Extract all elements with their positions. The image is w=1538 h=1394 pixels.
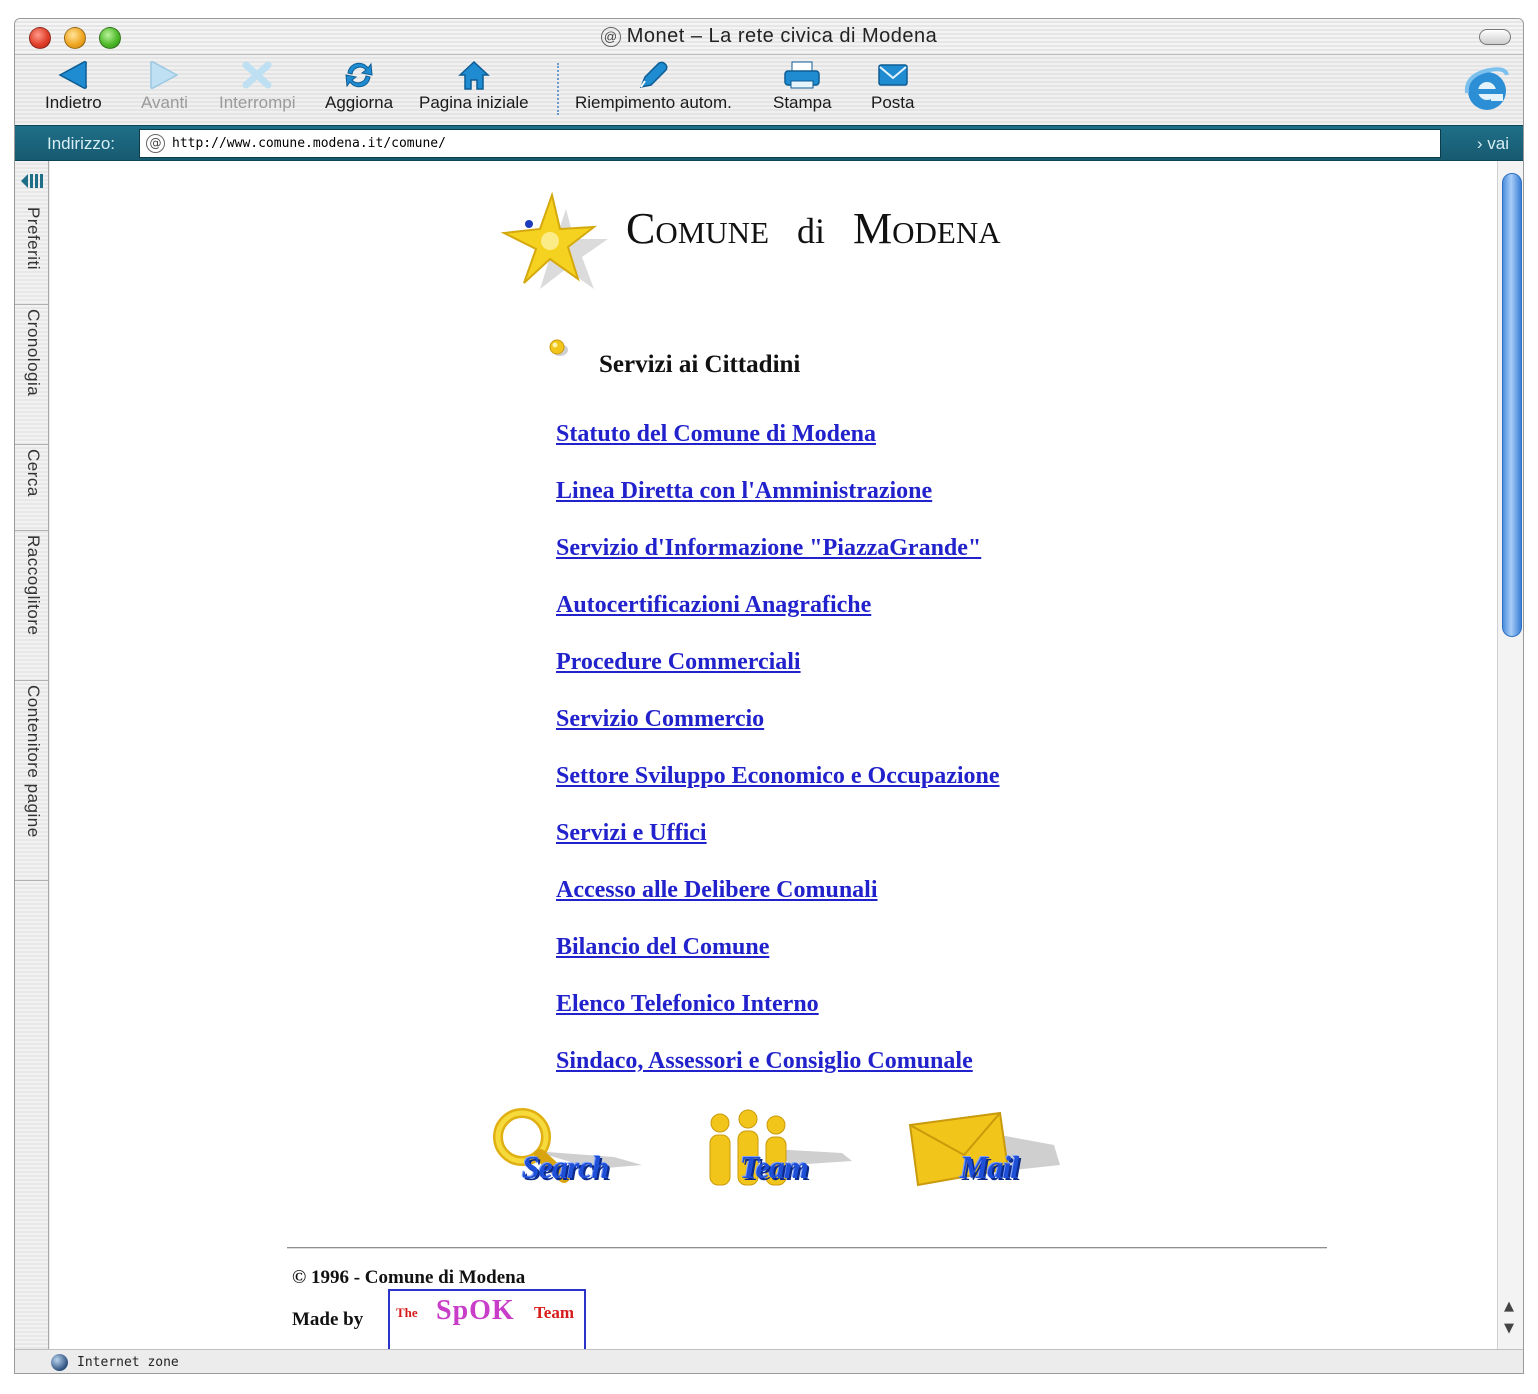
link-bilancio[interactable]: Bilancio del Comune [556, 934, 770, 960]
mail-envelope-icon [875, 59, 911, 91]
window-title [15, 25, 1523, 48]
link-statuto[interactable]: Statuto del Comune di Modena [556, 421, 877, 447]
autofill-button[interactable] [575, 59, 732, 113]
home-label: Pagina iniziale [419, 93, 529, 112]
sidebar-tab-label: Contenitore pagine [24, 685, 43, 838]
link-delibere[interactable]: Accesso alle Delibere Comunali [556, 877, 878, 903]
globe-icon [51, 1354, 68, 1371]
toolbar-toggle-button[interactable] [1479, 29, 1511, 45]
refresh-label: Aggiorna [325, 93, 394, 112]
link-servizi-uffici[interactable]: Servizi e Uffici [556, 820, 707, 846]
link-procedure-commerciali[interactable]: Procedure Commerciali [556, 649, 801, 675]
sidebar-tab-favorites[interactable] [15, 203, 49, 305]
print-button[interactable] [773, 59, 832, 113]
site-title-word-di: di [797, 211, 826, 251]
link-elenco-telefonico[interactable]: Elenco Telefonico Interno [556, 991, 819, 1017]
print-label: Stampa [773, 93, 832, 112]
toolbar [15, 55, 1523, 125]
banner-the: The [396, 1305, 418, 1320]
back-arrow-icon [56, 59, 90, 91]
site-title-word-modena: Modena [853, 204, 1001, 253]
services-link-list [556, 421, 1000, 1105]
banner-team: Team [534, 1303, 574, 1322]
home-icon [456, 59, 492, 91]
link-autocertificazioni[interactable]: Autocertificazioni Anagrafiche [556, 592, 872, 618]
sidebar-tab-page-holder[interactable] [15, 681, 49, 881]
go-button[interactable]: › vai [1476, 134, 1509, 153]
page-content [50, 161, 1497, 1349]
forward-button[interactable] [141, 59, 188, 113]
site-title [626, 203, 1001, 254]
banner-name: SpOK [436, 1295, 515, 1326]
link-linea-diretta[interactable]: Linea Diretta con l'Amministrazione [556, 478, 933, 504]
forward-label: Avanti [141, 93, 188, 112]
back-button[interactable] [45, 59, 102, 113]
mail-icon-label: Mail [960, 1149, 1019, 1185]
title-bar[interactable] [15, 19, 1523, 55]
autofill-pen-icon [635, 59, 671, 91]
sidebar-tab-search[interactable] [15, 445, 49, 531]
sidebar-tab-history[interactable] [15, 305, 49, 445]
sidebar-tab-label: Cerca [24, 449, 43, 497]
sidebar-tab-label: Preferiti [24, 207, 43, 271]
mail-button[interactable] [871, 59, 914, 113]
stop-x-icon [240, 59, 274, 91]
address-input[interactable] [139, 129, 1441, 158]
sidebar-collapse-icon[interactable] [19, 171, 45, 191]
printer-icon [782, 59, 822, 91]
link-sviluppo-economico[interactable]: Settore Sviluppo Economico e Occupazione [556, 763, 1000, 789]
made-by-text: Made by [292, 1309, 364, 1330]
status-bar [15, 1349, 1523, 1374]
page-at-icon: @ [146, 134, 165, 153]
vertical-scrollbar[interactable] [1497, 161, 1524, 1349]
stop-label: Interrompi [219, 93, 296, 112]
address-label: Indirizzo: [47, 134, 116, 153]
spok-team-banner[interactable] [388, 1289, 586, 1349]
link-servizio-commercio[interactable]: Servizio Commercio [556, 706, 765, 732]
internet-explorer-logo-icon[interactable] [1461, 63, 1513, 115]
refresh-icon [340, 59, 378, 91]
sidebar-tab-label: Raccoglitore [24, 535, 43, 636]
site-title-word-comune: Comune [626, 204, 770, 253]
star-logo-icon [496, 191, 616, 301]
refresh-button[interactable] [325, 59, 393, 113]
forward-arrow-icon [147, 59, 181, 91]
scroll-up-arrow-icon[interactable]: ▲ [1504, 1299, 1514, 1314]
team-link-button[interactable] [702, 1105, 872, 1201]
sidebar-tab-label: Cronologia [24, 309, 43, 397]
explorer-sidebar [15, 161, 49, 1349]
horizontal-divider [287, 1247, 1327, 1249]
scroll-thumb[interactable] [1502, 173, 1522, 637]
copyright-text: © 1996 - Comune di Modena [292, 1267, 526, 1288]
scroll-down-arrow-icon[interactable]: ▼ [1504, 1321, 1514, 1336]
search-link-button[interactable] [484, 1105, 654, 1201]
sidebar-tab-scrapbook[interactable] [15, 531, 49, 681]
section-heading: Servizi ai Cittadini [599, 351, 801, 378]
home-button[interactable] [419, 59, 529, 113]
page-at-icon: @ [601, 27, 621, 47]
autofill-label: Riempimento autom. [575, 93, 732, 112]
yellow-ball-bullet-icon [547, 339, 569, 357]
link-sindaco-consiglio[interactable]: Sindaco, Assessori e Consiglio Comunale [556, 1048, 973, 1074]
back-label: Indietro [45, 93, 102, 112]
address-url[interactable]: http://www.comune.modena.it/comune/ [172, 136, 446, 151]
link-piazzagrande[interactable]: Servizio d'Informazione "PiazzaGrande" [556, 535, 982, 561]
browser-window [14, 18, 1524, 1374]
stop-button[interactable] [219, 59, 296, 113]
toolbar-separator [557, 63, 559, 115]
team-icon-label: Team [740, 1149, 808, 1185]
address-bar [15, 125, 1523, 161]
mail-label: Posta [871, 93, 915, 112]
window-title-text: Monet – La rete civica di Modena [626, 25, 938, 47]
mail-link-button[interactable] [904, 1105, 1074, 1201]
status-zone-text: Internet zone [77, 1355, 179, 1370]
search-icon-label: Search [522, 1149, 609, 1185]
